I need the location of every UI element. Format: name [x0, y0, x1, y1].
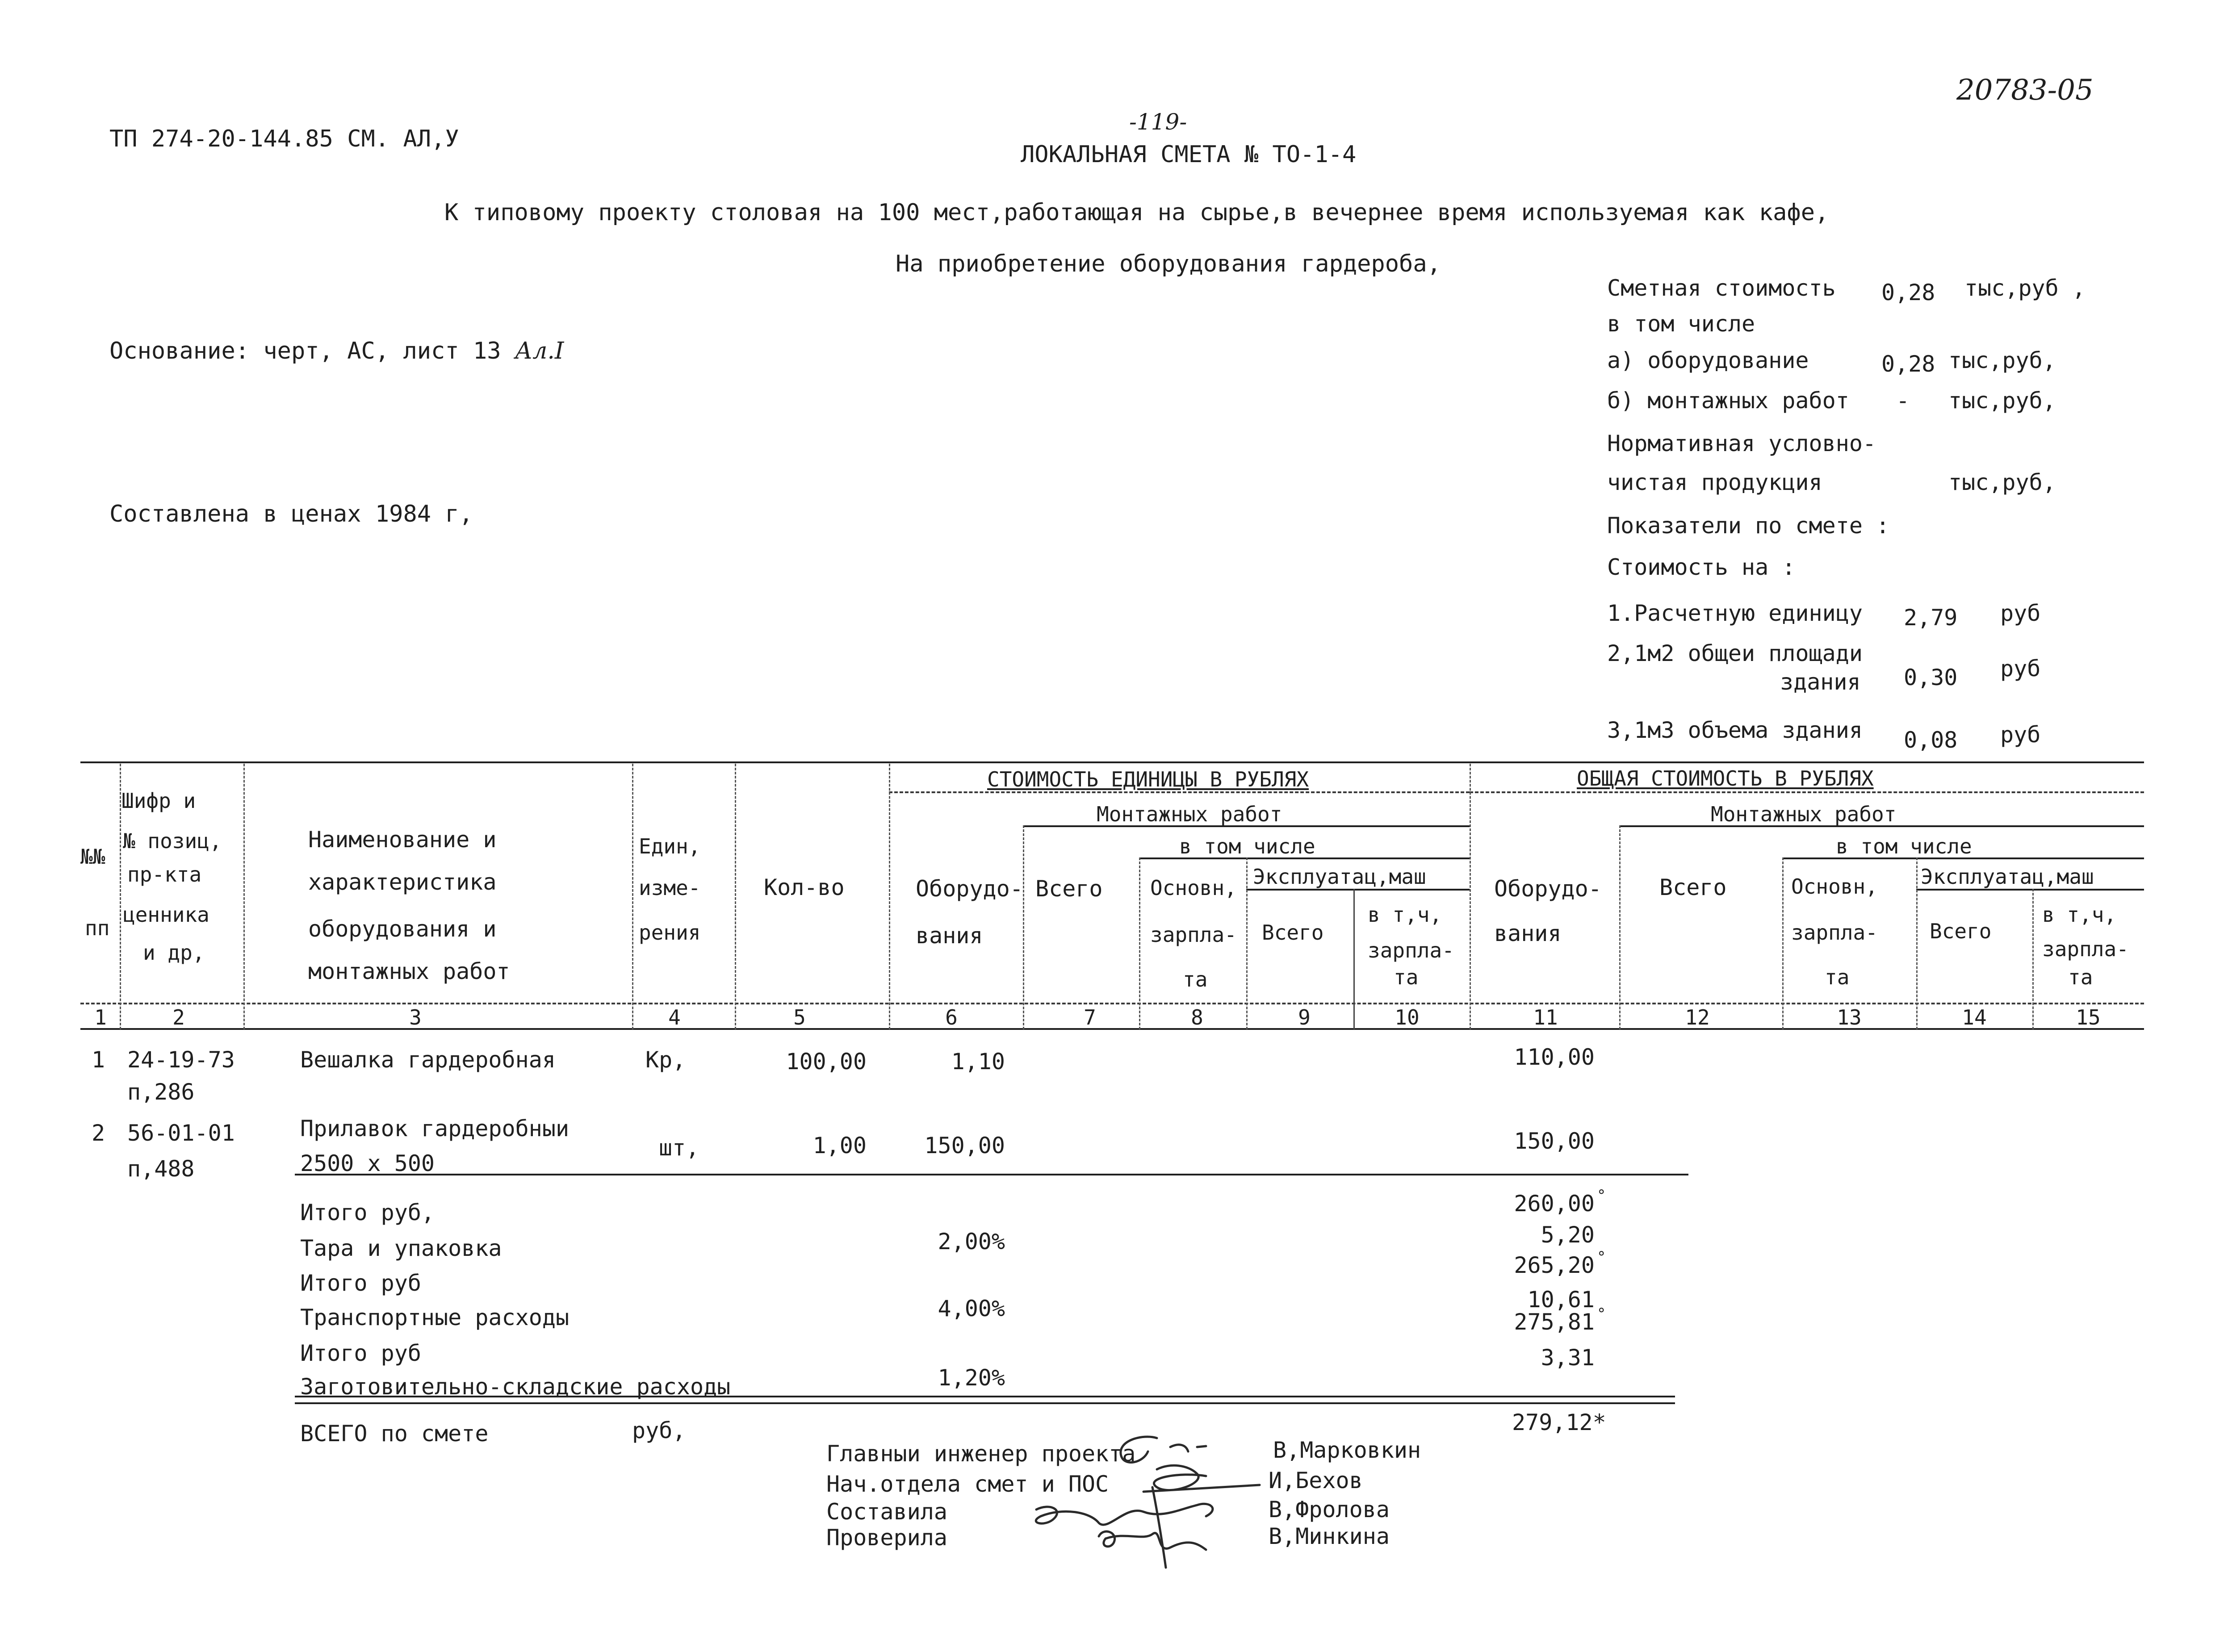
header-equip: вания	[1494, 920, 1562, 946]
header-code: пр-кта	[127, 862, 202, 887]
header-wage: в т,ч,	[2042, 903, 2117, 927]
price-basis: Составлена в ценах 1984 г,	[109, 501, 473, 527]
summary-cost-label: Сметная стоимость	[1607, 275, 1836, 301]
row-unit-price: 150,00	[924, 1133, 1005, 1158]
summary-indicators: Показатели по смете :	[1607, 513, 1890, 539]
row-quantity: 100,00	[786, 1049, 867, 1075]
column-number: 12	[1685, 1005, 1710, 1029]
project-description: К типовому проекту столовая на 100 мест,работающая на сырье,в вечернее время используемая как кафе,	[444, 199, 1829, 226]
total-percent: 1,20%	[938, 1365, 1005, 1391]
col-divider	[1023, 825, 1024, 1029]
header-expl: Эксплуатац,маш	[1921, 865, 2094, 889]
signature-name: И,Бехов	[1269, 1468, 1363, 1493]
col-divider	[1139, 857, 1140, 1029]
signature-role: Проверила	[826, 1525, 947, 1551]
col-divider	[735, 764, 736, 1029]
header-incl: в том числе	[1179, 834, 1315, 858]
column-number: 4	[668, 1005, 681, 1029]
row-total: 150,00	[1514, 1128, 1595, 1154]
row-price-code: 56-01-01	[127, 1120, 235, 1146]
header-unit: рения	[639, 920, 701, 945]
indicator-unit-currency: руб	[2000, 600, 2041, 626]
estimate-basis: Основание: черт, АС, лист 13 Ал.I	[109, 338, 564, 364]
header-all: Всего	[1035, 876, 1103, 902]
header-total-cost: ОБЩАЯ СТОИМОСТЬ В РУБЛЯХ	[1577, 766, 1874, 790]
summary-norm-label-2: чистая продукция	[1607, 469, 1822, 495]
summary-mount-unit: тыс,руб,	[1948, 388, 2056, 414]
signature-role: Нач.отдела смет и ПОС	[826, 1471, 1109, 1497]
header-name: Наименование и	[308, 827, 497, 853]
summary-cost-value: 0,28	[1881, 280, 1935, 305]
signature-name: В,Фролова	[1269, 1497, 1390, 1522]
total-percent: 2,00%	[938, 1229, 1005, 1255]
header-wage: зарпла-	[2042, 937, 2129, 961]
indicator-area-label: 2,1м2 общеи площади	[1607, 640, 1863, 666]
indicator-area-value: 0,30	[1904, 665, 1958, 690]
row-item-name: Прилавок гардеробныи	[300, 1116, 570, 1142]
estimate-purpose: На приобретение оборудования гардероба,	[896, 251, 1441, 277]
header-name: монтажных работ	[308, 958, 510, 984]
column-number: 8	[1191, 1005, 1203, 1029]
summary-cost-on: Стоимость на :	[1607, 554, 1796, 580]
column-number: 3	[409, 1005, 422, 1029]
header-basic: зарпла-	[1150, 923, 1237, 947]
header-mount: Монтажных работ	[1097, 802, 1282, 826]
header-all: Всего	[1930, 919, 1992, 943]
header-expl: Эксплуатац,маш	[1253, 865, 1426, 889]
summary-incl: в том числе	[1607, 311, 1755, 337]
items-underline	[295, 1174, 1688, 1175]
header-wage: та	[1394, 965, 1419, 989]
row-item-spec: 2500 х 500	[300, 1150, 435, 1176]
header-basic: та	[1825, 965, 1850, 989]
header-basic: Основн,	[1150, 876, 1237, 900]
indicator-unit-label: 1.Расчетную единицу	[1607, 600, 1863, 626]
header-rule	[1916, 889, 2144, 891]
summary-mount-value: -	[1896, 388, 1910, 414]
summary-norm-unit: тыс,руб,	[1948, 469, 2056, 495]
total-value: 260,00	[1514, 1191, 1595, 1217]
header-basic: Основн,	[1791, 874, 1878, 899]
header-wage: в т,ч,	[1368, 903, 1442, 927]
header-all: Всего	[1262, 920, 1324, 945]
col-divider	[243, 764, 245, 1029]
total-label: Заготовительно-складские расходы	[300, 1374, 731, 1400]
col-divider	[1470, 764, 1471, 1029]
header-basic: та	[1183, 967, 1208, 991]
col-divider	[1246, 857, 1248, 1029]
column-number: 15	[2076, 1005, 2101, 1029]
col-divider	[1916, 857, 1918, 1029]
header-mount: Монтажных работ	[1711, 802, 1897, 826]
summary-norm-label: Нормативная условно-	[1607, 431, 1876, 456]
total-label: Итого руб,	[300, 1200, 435, 1225]
header-code: Шифр и	[121, 789, 196, 813]
indicator-area-label-2: здания	[1780, 669, 1861, 695]
row-quantity: 1,00	[812, 1133, 867, 1158]
header-rule	[1470, 791, 2144, 793]
col-divider	[2032, 889, 2034, 1029]
header-wage: та	[2068, 965, 2093, 989]
header-no: №№	[80, 845, 105, 869]
column-number-rule	[80, 1028, 2144, 1030]
row-number: 2	[92, 1120, 105, 1146]
table-top-border	[80, 761, 2144, 763]
column-number: 9	[1298, 1005, 1311, 1029]
check-mark-icon: °	[1597, 1248, 1606, 1266]
archive-number: 20783-05	[1956, 74, 2094, 107]
check-mark-icon: °	[1597, 1305, 1606, 1323]
column-number-rule	[80, 1003, 2144, 1004]
grand-total-label: ВСЕГО по смете	[300, 1421, 489, 1447]
summary-equip-unit: тыс,руб,	[1948, 347, 2056, 373]
column-number: 2	[172, 1005, 185, 1029]
check-mark-icon: °	[1597, 1187, 1606, 1204]
row-price-position: п,488	[127, 1156, 195, 1182]
header-equip: вания	[916, 923, 983, 949]
signature-name: В,Марковкин	[1273, 1437, 1421, 1463]
header-code: и др,	[143, 941, 205, 965]
col-divider	[1619, 825, 1621, 1029]
total-label: Тара и упаковка	[300, 1235, 502, 1261]
totals-underline	[295, 1402, 1675, 1404]
summary-mount-label: б) монтажных работ	[1607, 388, 1849, 414]
page-number: -119-	[1129, 109, 1187, 135]
totals-underline	[295, 1396, 1675, 1397]
summary-equip-label: а) оборудование	[1607, 347, 1809, 373]
column-number: 13	[1837, 1005, 1862, 1029]
header-unit-cost: СТОИМОСТЬ ЕДИНИЦЫ В РУБЛЯХ	[987, 767, 1309, 791]
header-rule	[889, 791, 1470, 793]
document-title: ЛОКАЛЬНАЯ СМЕТА № ТО-1-4	[1021, 141, 1357, 168]
header-qty: Кол-во	[764, 874, 845, 900]
column-number: 5	[793, 1005, 806, 1029]
signature-name: В,Минкина	[1269, 1523, 1390, 1549]
total-label: Итого руб	[300, 1340, 421, 1366]
row-total: 110,00	[1514, 1044, 1595, 1070]
column-number: 6	[945, 1005, 958, 1029]
header-code: № позиц,	[123, 829, 222, 853]
header-name: оборудования и	[308, 916, 497, 942]
handwritten-signature-icon	[1009, 1420, 1286, 1581]
total-label: Транспортные расходы	[300, 1305, 570, 1330]
indicator-volume-value: 0,08	[1904, 727, 1958, 753]
col-divider	[632, 764, 633, 1029]
header-no: пп	[85, 916, 110, 940]
indicator-volume-label: 3,1м3 объема здания	[1607, 717, 1863, 743]
header-basic: зарпла-	[1791, 920, 1878, 945]
total-value: 265,20	[1514, 1252, 1595, 1278]
row-item-name: Вешалка гардеробная	[300, 1047, 556, 1073]
header-incl: в том числе	[1836, 834, 1972, 858]
indicator-area-currency: руб	[2000, 656, 2041, 682]
row-price-position: п,286	[127, 1079, 195, 1105]
col-divider	[889, 764, 890, 1029]
col-divider	[1353, 889, 1355, 1029]
column-number: 10	[1395, 1005, 1420, 1029]
header-code: ценника	[123, 903, 209, 927]
header-rule	[1246, 889, 1470, 891]
total-value: 3,31	[1541, 1345, 1595, 1371]
header-all: Всего	[1659, 874, 1727, 900]
header-unit: Един,	[639, 834, 701, 858]
header-equip: Оборудо-	[1494, 876, 1602, 902]
column-number: 1	[94, 1005, 107, 1029]
document-code: ТП 274-20-144.85 СМ. АЛ,У	[109, 125, 459, 152]
row-unit: Кр,	[645, 1047, 686, 1073]
indicator-volume-currency: руб	[2000, 722, 2041, 748]
total-value: 10,61	[1527, 1287, 1595, 1313]
col-divider	[1782, 857, 1784, 1029]
total-value: 5,20	[1541, 1222, 1595, 1248]
grand-total-value: 279,12*	[1512, 1409, 1606, 1435]
header-name: характеристика	[308, 869, 497, 895]
total-label: Итого руб	[300, 1270, 421, 1296]
row-price-code: 24-19-73	[127, 1047, 235, 1073]
total-percent: 4,00%	[938, 1296, 1005, 1322]
column-number: 7	[1084, 1005, 1096, 1029]
summary-cost-unit: тыс,руб ,	[1964, 275, 2086, 301]
indicator-unit-value: 2,79	[1904, 605, 1958, 631]
header-unit: изме-	[639, 876, 701, 900]
signature-role: Составила	[826, 1499, 947, 1525]
header-equip: Оборудо-	[916, 876, 1023, 902]
row-number: 1	[92, 1047, 105, 1073]
row-unit: шт,	[659, 1135, 699, 1161]
summary-equip-value: 0,28	[1881, 351, 1935, 377]
column-number: 11	[1533, 1005, 1558, 1029]
signature-role: Главныи инженер проекта	[826, 1441, 1136, 1467]
column-number: 14	[1962, 1005, 1987, 1029]
col-divider	[120, 764, 121, 1029]
basis-handwritten: Ал.I	[515, 338, 564, 364]
grand-total-unit: руб,	[632, 1418, 686, 1443]
total-value: 275,81	[1514, 1309, 1595, 1335]
header-wage: зарпла-	[1368, 938, 1454, 962]
row-unit-price: 1,10	[951, 1049, 1005, 1075]
